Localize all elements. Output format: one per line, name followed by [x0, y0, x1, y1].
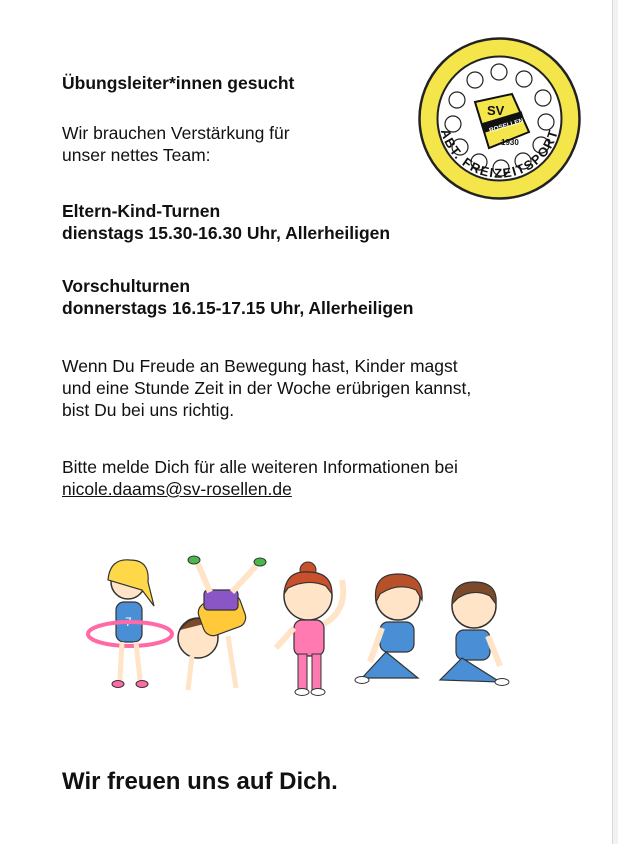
course-eltern-kind [62, 200, 390, 244]
appeal-text [62, 355, 471, 421]
svg-text:7: 7 [125, 615, 132, 629]
closing-line: Wir freuen uns auf Dich. [62, 768, 338, 795]
contact-text [62, 456, 458, 500]
page-edge [613, 0, 618, 844]
girl-hula-hoop [88, 560, 172, 688]
logo-name: ROSELLEN [488, 117, 525, 135]
girl-stretching [276, 562, 343, 696]
heading: Übungsleiter*innen gesucht [62, 73, 295, 93]
email-link[interactable]: nicole.daams@sv-rosellen.de [62, 479, 292, 499]
logo-year: 1930 [501, 138, 519, 147]
intro-line-1: Wir brauchen Verstärkung für [62, 123, 290, 143]
logo-ring-text: ABT. FREIZEITSPORT [437, 127, 562, 181]
appeal-line-3: bist Du bei uns richtig. [62, 400, 235, 420]
course-vorschul [62, 275, 413, 319]
appeal-line-1: Wenn Du Freude an Bewegung hast, Kinder magst [62, 356, 458, 376]
course-name: Vorschulturnen [62, 276, 191, 296]
course-name: Eltern-Kind-Turnen [62, 201, 221, 221]
logo-club: SV [487, 103, 505, 118]
course-time: dienstags 15.30-16.30 Uhr, Allerheiligen [62, 223, 391, 243]
boy-sitting-stretch [440, 582, 509, 686]
club-logo [417, 36, 582, 201]
intro-line-2: unser nettes Team: [62, 145, 211, 165]
course-time: donnerstags 16.15-17.15 Uhr, Allerheiligen [62, 298, 414, 318]
intro-text [62, 122, 290, 166]
appeal-line-2: und eine Stunde Zeit in der Woche erübrigen kannst, [62, 378, 472, 398]
girl-sitting-stretch [355, 574, 422, 684]
children-exercising-illustration [80, 550, 550, 710]
boy-cartwheel [178, 556, 266, 690]
contact-sentence: Bitte melde Dich für alle weiteren Informationen bei [62, 457, 458, 477]
